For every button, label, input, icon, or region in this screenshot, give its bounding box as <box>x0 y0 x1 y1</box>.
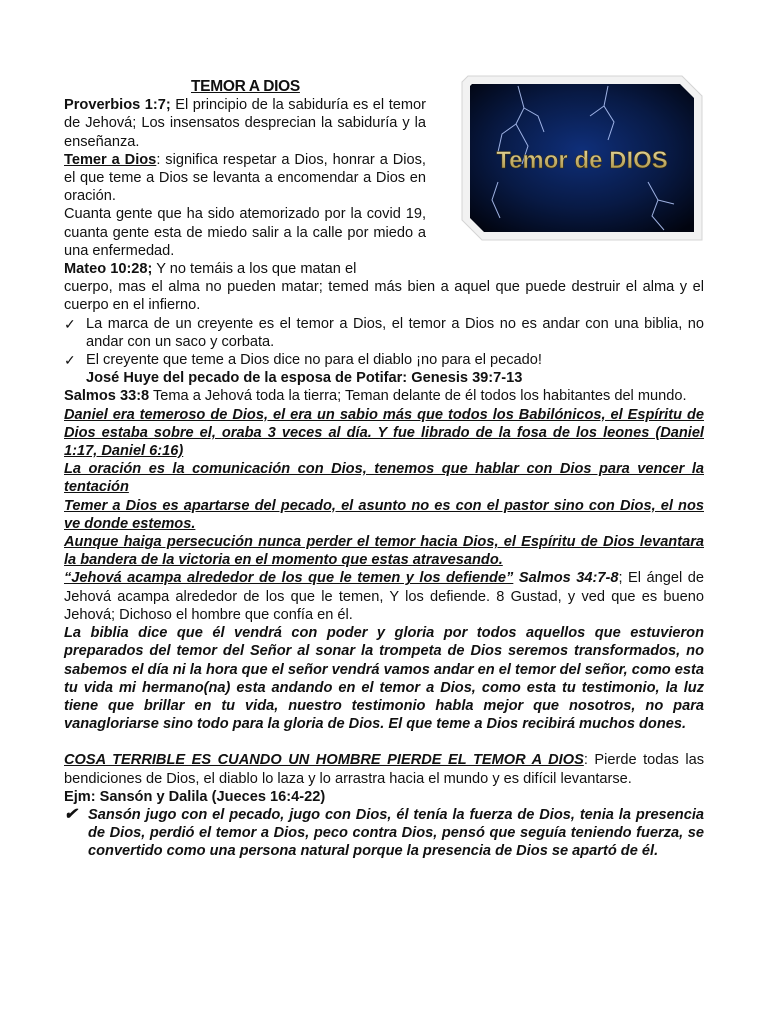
paragraph-oracion: La oración es la comunicación con Dios, tenemos que hablar con Dios para vencer la tentación <box>64 461 704 496</box>
paragraph-apartarse: Temer a Dios es apartarse del pecado, el asunto no es con el pastor sino con Dios, el nos ve donde estemos. <box>64 497 704 532</box>
term: Temer a Dios <box>64 151 157 168</box>
paragraph-text: : Pierde todas las bendiciones de Dios, el diablo lo laza y lo arrastra hacia el mundo y es difícil levantarse. <box>64 752 704 787</box>
checkmark-icon: ✓ <box>64 352 76 369</box>
paragraph-text: Tema a Jehová toda la tierra; Teman delante de él todos los habitantes del mundo. <box>149 388 687 405</box>
page-title: TEMOR A DIOS <box>191 78 300 95</box>
heading: COSA TERRIBLE ES CUANDO UN HOMBRE PIERDE EL TEMOR A DIOS <box>64 752 584 769</box>
quote: “Jehová acampa alrededor de los que le temen y los defiende” <box>64 570 514 587</box>
paragraph-daniel: Daniel era temeroso de Dios, el era un sabio más que todos los Babilónicos, el Espíritu de Dios estaba sobre el, oraba 3 veces al día. Y fue librado de la fosa de los leones (Daniel 1:17, Daniel 6:16) <box>64 406 704 460</box>
list-item: ✓ El creyente que teme a Dios dice no para el diablo ¡no para el pecado! <box>64 352 542 369</box>
paragraph-text: Y no temáis a los que matan el <box>152 261 357 278</box>
paragraph-mateo-rest: cuerpo, mas el alma no pueden matar; temed más bien a aquel que puede destruir el alma y el cuerpo en el infierno. <box>64 279 704 314</box>
temor-de-dios-image <box>458 72 704 246</box>
check-list-2 <box>64 806 704 861</box>
paragraph-persecucion: Aunque haiga persecución nunca perder el temor hacia Dios, el Espíritu de Dios levantara la bandera de la victoria en el momento que estas atravesando. <box>64 534 704 569</box>
paragraph-cosa-terrible <box>64 751 704 787</box>
paragraph-proverbios <box>64 96 426 151</box>
document-page <box>64 78 704 861</box>
reference: Proverbios 1:7; <box>64 97 171 114</box>
checkmark-icon: ✓ <box>64 315 76 332</box>
reference: Salmos 33:8 <box>64 388 150 405</box>
paragraph-text: : significa respetar a Dios, honrar a Dios, el que teme a Dios se levanta a encomendar a Dios en oración. <box>64 151 426 205</box>
jose-reference: José Huye del pecado de la esposa de Potifar: Genesis 39:7-13 <box>86 370 523 387</box>
list-item: ✔ Sansón jugo con el pecado, jugo con Dios, él tenía la fuerza de Dios, tenia la presencia de Dios, perdió el temor a Dios, peco contra Dios, pensó que seguía teniendo fuerza, se convertido como una persona natural porque la presencia de Dios se apartó de él. <box>64 805 704 860</box>
image-caption: Temor de DIOS <box>496 147 668 174</box>
paragraph-text: El principio de la sabiduría es el temor de Jehová; Los insensatos desprecian la sabiduría y la enseñanza. <box>64 97 427 150</box>
list-item: ✓ La marca de un creyente es el temor a Dios, el temor a Dios no es andar con una biblia, no andar con un saco y corbata. <box>64 315 704 350</box>
reference: Mateo 10:28; <box>64 261 153 278</box>
paragraph-salmos <box>64 387 704 405</box>
example-reference: Ejm: Sansón y Dalila (Jueces 16:4-22) <box>64 788 326 805</box>
paragraph-text: El ángel de Jehová acampa alrededor de los que le temen, Y los defiende. 8 Gustad, y ved que es bueno Jehová; Dichoso el hombre que confía en él. <box>64 570 704 623</box>
spacer <box>64 733 704 751</box>
paragraph-temer <box>64 151 426 206</box>
paragraph-biblia: La biblia dice que él vendrá con poder y gloria por todos aquellos que estuvieron preparados del temor del Señor al sonar la trompeta de Dios seremos transformados, no sabemos el día ni la hora que el señor vendrá vamos andar en el temor del señor, como esta tu vida mi hermano(na) esta andando en el temor a Dios, como esta tu testimonio, la luz tiene que brillar en tu vida, nuestro testimonio habla mejor que nosotros, no para vanagloriarse sino todo para la gloria de Dios. El que teme a Dios recibirá muchos dones. <box>64 625 704 733</box>
check-list-1 <box>64 315 704 370</box>
paragraph-salmos-34: “Jehová acampa alrededor de los que le temen y los defiende” Salmos 34:7-8; El ángel de Jehová acampa alrededor de los que le temen, Y los defiende. 8 Gustad, y ved que es bueno Jehová; Dichoso el hombre que confía en él. <box>64 570 704 623</box>
checkmark-icon: ✔ <box>64 805 78 823</box>
reference: Salmos 34:7-8 <box>513 570 619 587</box>
paragraph-covid: Cuanta gente que ha sido atemorizado por la covid 19, cuanta gente esta de miedo salir a la calle por miedo a una enfermedad. <box>64 206 426 259</box>
paragraph-mateo-line <box>64 260 426 278</box>
